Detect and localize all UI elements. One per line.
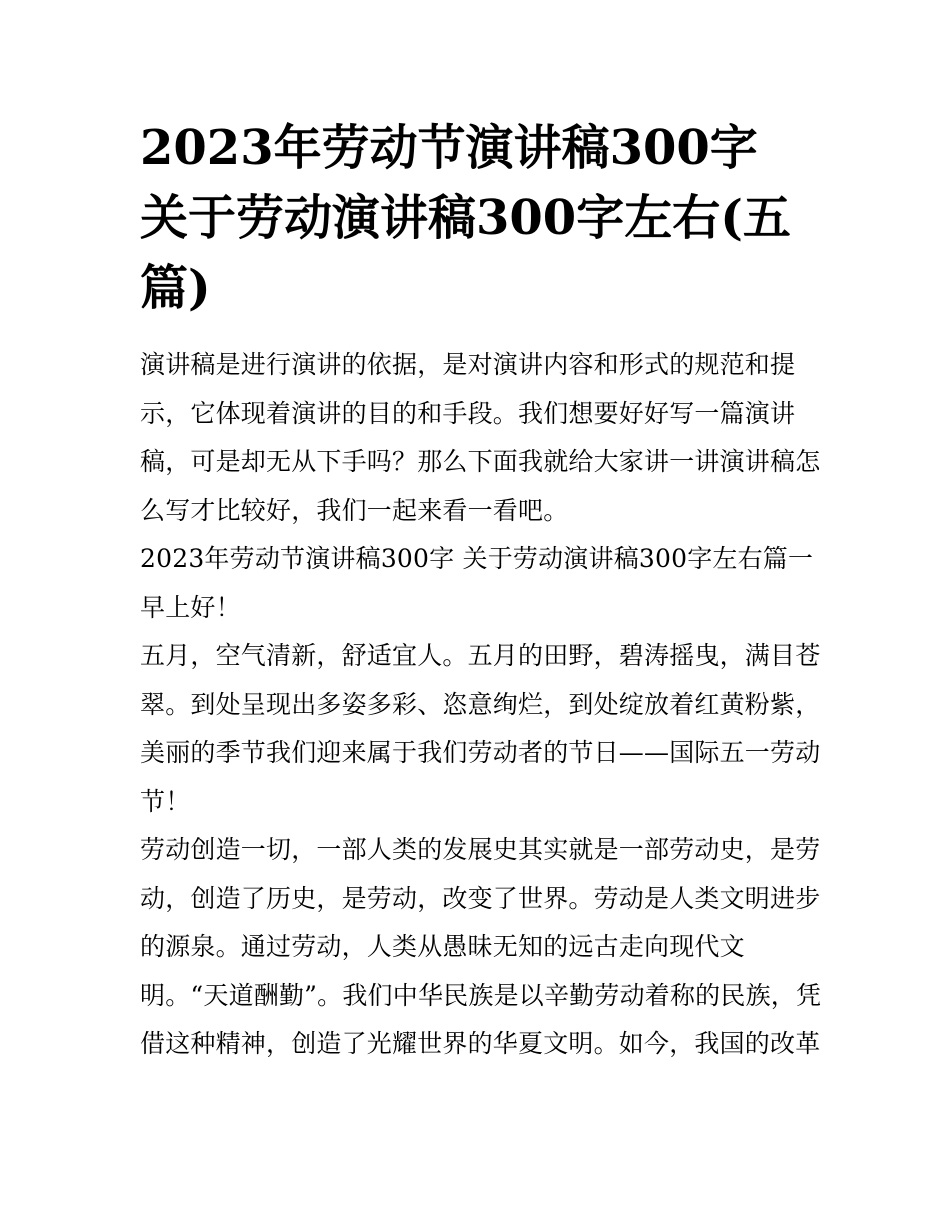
text-line: 五月，空气清新，舒适宜人。五月的田野，碧涛摇曳，满目苍 xyxy=(140,641,821,670)
text-line: 明。“天道酬勤”。我们中华民族是以辛勤劳动着称的民族，凭 xyxy=(140,980,822,1010)
text-line: 借这种精神，创造了光耀世界的华夏文明。如今，我国的改革 xyxy=(140,1029,821,1058)
text-line: 早上好！ xyxy=(140,592,241,622)
section-heading-line: 2023年劳动节演讲稿300字 关于劳动演讲稿300字左右篇一 xyxy=(140,544,814,573)
text-line: 示，它体现着演讲的目的和手段。我们想要好好写一篇演讲 xyxy=(140,398,796,428)
text-line: 演讲稿是进行演讲的依据，是对演讲内容和形式的规范和提 xyxy=(140,350,796,379)
text-line: 稿，可是却无从下手吗？那么下面我就给大家讲一讲演讲稿怎 xyxy=(140,447,821,476)
document-title: 2023年劳动节演讲稿300字 关于劳动演讲稿300字左右(五篇) xyxy=(140,120,791,316)
text-line: 么写才比较好，我们一起来看一看吧。 xyxy=(140,495,569,525)
text-line: 劳动创造一切，一部人类的发展史其实就是一部劳动史，是劳 xyxy=(140,835,821,864)
text-line: 翠。到处呈现出多姿多彩、恣意绚烂，到处绽放着红黄粉紫， xyxy=(140,689,821,719)
document-body xyxy=(140,341,822,1069)
text-line: 节！ xyxy=(140,786,191,816)
text-line: 动，创造了历史，是劳动，改变了世界。劳动是人类文明进步 xyxy=(140,883,821,913)
document-content xyxy=(140,113,822,1069)
text-line: 的源泉。通过劳动，人类从愚昧无知的远古走向现代文 xyxy=(140,932,745,961)
text-line: 美丽的季节我们迎来属于我们劳动者的节日——国际五一劳动 xyxy=(140,738,821,767)
